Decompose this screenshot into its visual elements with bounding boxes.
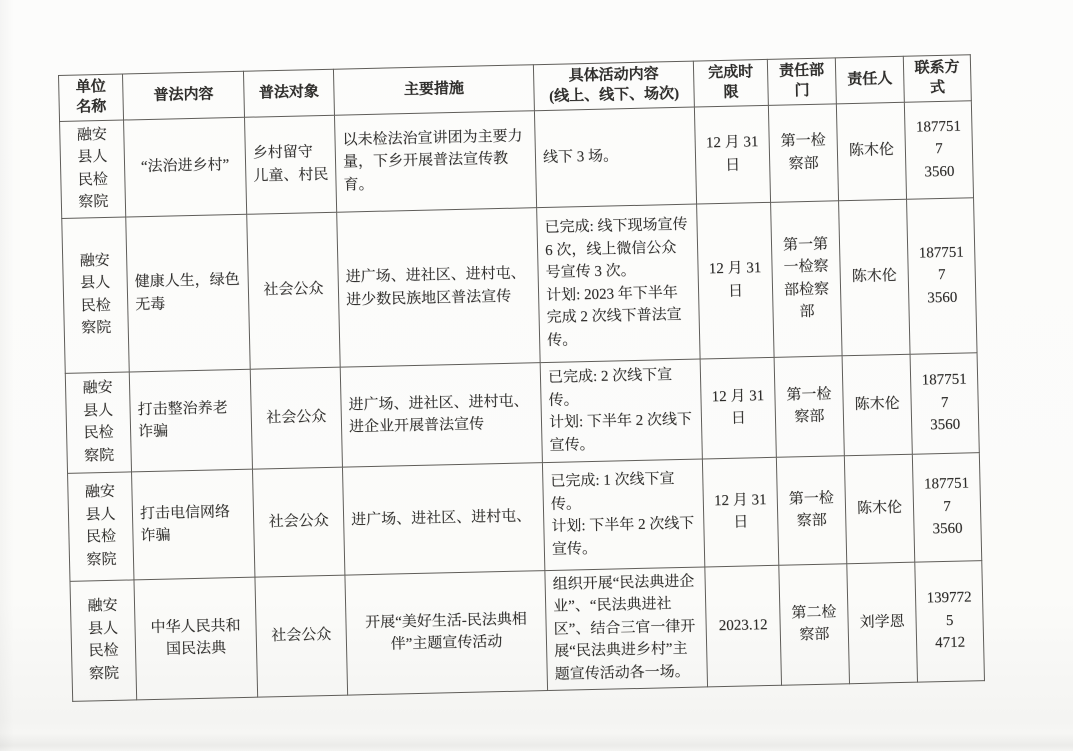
cell-contact: 1877517 3560 bbox=[912, 452, 981, 561]
cell-measures: 进广场、进社区、进村屯、 bbox=[342, 462, 544, 575]
header-content: 普法内容 bbox=[122, 71, 244, 119]
cell-target: 社会公众 bbox=[250, 367, 342, 469]
cell-person: 陈木伦 bbox=[844, 454, 914, 564]
header-unit-name: 单位 名称 bbox=[59, 74, 124, 121]
cell-activity-detail: 线下 3 场。 bbox=[534, 107, 696, 208]
cell-content: 打击整治养老 诈骗 bbox=[129, 369, 252, 472]
cell-person: 陈木伦 bbox=[836, 102, 906, 201]
scan-shading-bottom bbox=[0, 733, 1073, 751]
cell-measures: 开展“美好生活-民法典相伴”主题宣传活动 bbox=[345, 570, 548, 695]
table-row bbox=[70, 560, 984, 701]
cell-content: 中华人民共和 国民法典 bbox=[134, 577, 258, 700]
cell-unit-name: 融安 县人 民检 察院 bbox=[70, 579, 137, 700]
cell-activity-detail: 已完成: 2 次线下宣传。 计划: 下半年 2 次线下宣传。 bbox=[540, 359, 702, 463]
header-department: 责任部 门 bbox=[767, 58, 836, 105]
cell-unit-name: 融安 县人 民检 察院 bbox=[60, 120, 126, 218]
header-deadline: 完成时 限 bbox=[693, 59, 768, 106]
header-contact: 联系方 式 bbox=[903, 55, 971, 102]
cell-content: “法治进乡村” bbox=[124, 117, 247, 217]
cell-person: 陈木伦 bbox=[839, 199, 910, 356]
header-person: 责任人 bbox=[835, 56, 904, 103]
legal-education-table-container bbox=[58, 54, 984, 701]
cell-content: 健康人生，绿色 无毒 bbox=[126, 214, 250, 372]
cell-activity-detail: 已完成: 线下现场宣传 6 次，线上微信公众号宣传 3 次。 计划: 2023 年下半年完成 2 次线下普法宣传。 bbox=[537, 204, 700, 363]
cell-department: 第一检 察部 bbox=[774, 355, 844, 457]
cell-person: 刘学恩 bbox=[847, 562, 918, 684]
cell-deadline: 12 月 31 日 bbox=[702, 457, 778, 567]
cell-department: 第一检 察部 bbox=[776, 455, 846, 565]
cell-contact: 1877517 3560 bbox=[907, 197, 977, 353]
cell-measures: 以未检法治宣讲团为主要力量，下乡开展普法宣传教育。 bbox=[334, 110, 536, 212]
cell-department: 第二检 察部 bbox=[779, 563, 850, 685]
scan-shading-left bbox=[0, 0, 14, 751]
cell-deadline: 12 月 31 日 bbox=[697, 202, 774, 359]
cell-activity-detail: 组织开展“民法典进企业”、“民法典进社区”、结合三官一律开展“民法典进乡村”主题宣传活动各一场。 bbox=[545, 566, 708, 690]
cell-measures: 进广场、进社区、进村屯、 进少数民族地区普法宣传 bbox=[337, 207, 540, 366]
cell-unit-name: 融安 县人 民检 察院 bbox=[68, 471, 134, 580]
table-row bbox=[62, 197, 977, 373]
cell-target: 社会公众 bbox=[255, 575, 348, 697]
table-body bbox=[60, 100, 985, 701]
cell-department: 第一第 一检察 部检察 部 bbox=[771, 200, 842, 357]
cell-contact: 1877517 3560 bbox=[910, 352, 979, 453]
header-activity-detail: 具体活动内容 (线上、线下、场次) bbox=[533, 61, 694, 110]
cell-deadline: 12 月 31 日 bbox=[700, 357, 776, 459]
cell-deadline: 12 月 31 日 bbox=[694, 105, 770, 204]
cell-content: 打击电信网络 诈骗 bbox=[132, 469, 255, 580]
cell-unit-name: 融安 县人 民检 察院 bbox=[65, 371, 131, 472]
cell-contact: 1877517 3560 bbox=[904, 100, 973, 198]
cell-person: 陈木伦 bbox=[842, 354, 912, 456]
cell-measures: 进广场、进社区、进村屯、 进企业开展普法宣传 bbox=[340, 362, 542, 467]
cell-department: 第一检 察部 bbox=[768, 103, 838, 202]
cell-target: 社会公众 bbox=[247, 212, 340, 369]
cell-contact: 1397725 4712 bbox=[915, 560, 985, 681]
legal-education-plan-table bbox=[58, 54, 985, 701]
table-row bbox=[68, 452, 982, 581]
header-target: 普法对象 bbox=[243, 69, 334, 117]
cell-target: 社会公众 bbox=[252, 467, 344, 577]
cell-deadline: 2023.12 bbox=[705, 565, 782, 687]
cell-activity-detail: 已完成: 1 次线下宣传。 计划: 下半年 2 次线下宣传。 bbox=[542, 458, 704, 570]
header-measures: 主要措施 bbox=[333, 65, 534, 115]
cell-target: 乡村留守 儿童、村民 bbox=[244, 115, 336, 214]
cell-unit-name: 融安 县人 民检 察院 bbox=[62, 216, 130, 372]
